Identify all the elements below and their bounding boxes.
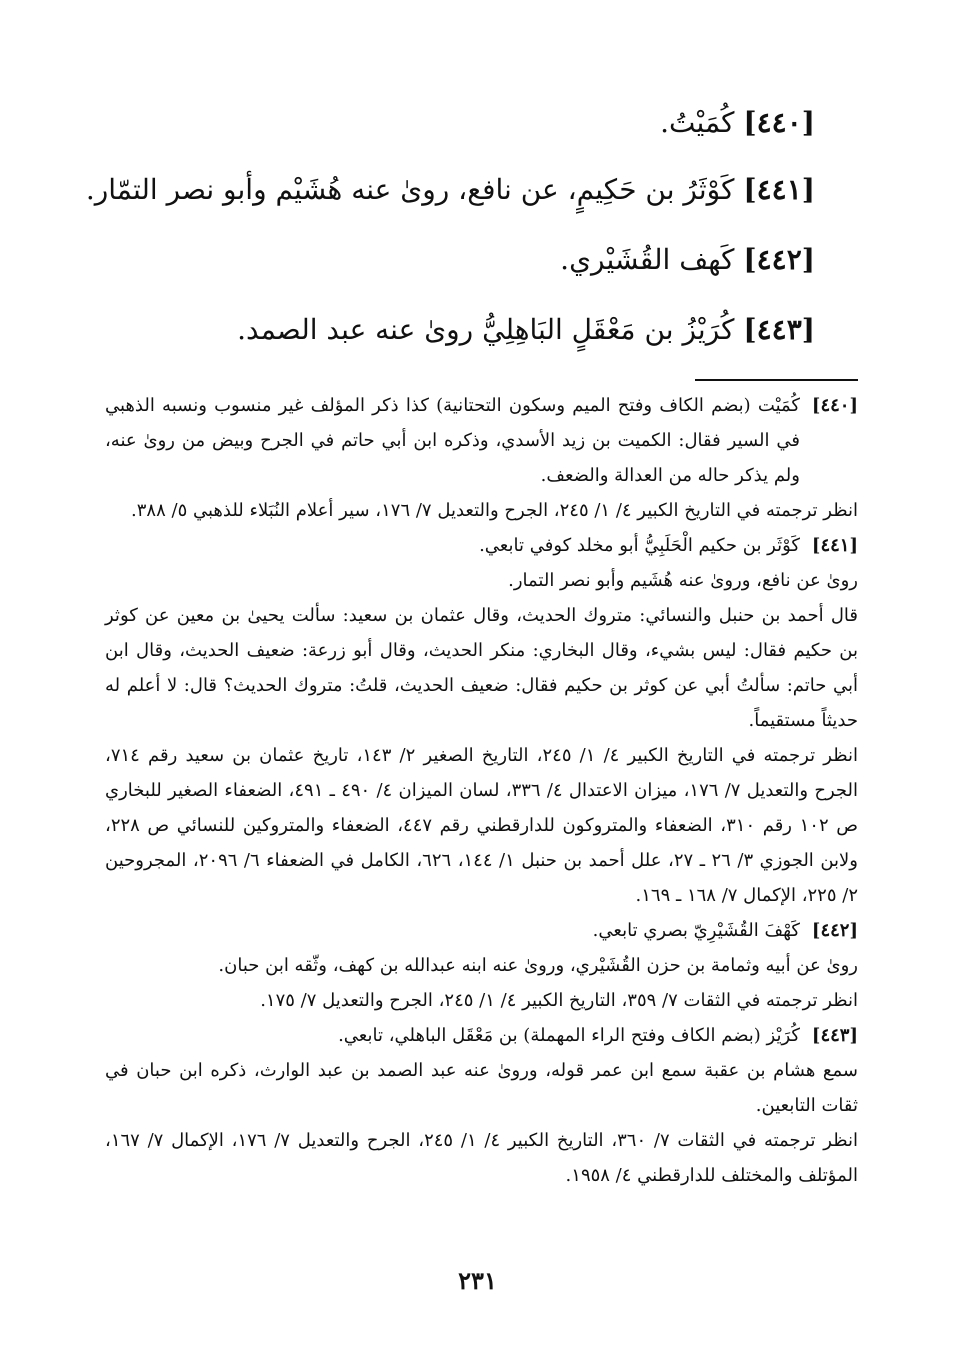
entry-442 bbox=[60, 240, 815, 280]
footnote-paragraph: انظر ترجمته في الثقات ٧/ ٣٥٩، التاريخ الكبير ٤/ ١/ ٢٤٥، الجرح والتعديل ٧/ ١٧٥. bbox=[260, 990, 858, 1011]
entry-number: [٤٤٠] bbox=[743, 106, 815, 139]
entry-text: كَهف القُشَيْري. bbox=[560, 243, 735, 276]
entry-441 bbox=[60, 170, 815, 210]
entry-text: كُرَيْزُ بن مَعْقَلٍ البَاهِلِيُّ روىٰ عنه عبد الصمد. bbox=[237, 313, 735, 346]
footnote-paragraph: انظر ترجمته في التاريخ الكبير ٤/ ١/ ٢٤٥، التاريخ الصغير ٢/ ١٤٣، تاريخ عثمان بن سعيد رقم ٧١٤، الجرح والتعديل ٧/ ١٧٦، ميزان الاعتدال ٤/ ٣٣٦، لسان الميزان ٤/ ٤٩٠ ـ ٤٩١، الضعفاء الصغير للبخاري ص ١٠٢ رقم ٣١٠، الضعفاء والمتروكون للدارقطني رقم ٤٤٧، الضعفاء والمتروكين للنسائي ص ٢٢٨، ولابن الجوزي ٣/ ٢٦ ـ ٢٧، علل أحمد بن حنبل ١/ ١٤٤، ٦٢٦، الكامل في الضعفاء ٦/ ٢٠٩٦، المجروحين ٢/ ٢٢٥، الإكمال ٧/ ١٦٨ ـ ١٦٩. bbox=[105, 745, 859, 906]
footnotes bbox=[105, 388, 858, 1193]
footnote-441 bbox=[105, 528, 858, 913]
footnote-first-paragraph: كُمَيْت (بضم الكاف وفتح الميم وسكون التحتانية) كذا ذكر المؤلف غير منسوب ونسبه الذهبي في السير فقال: الكميت بن زيد الأسدي، وذكره ابن أبي حاتم في الجرح وبيض من روىٰ عنه، ولم يذكر حاله من العدالة والضعف. bbox=[105, 395, 800, 486]
footnote-number: [٤٤٠] bbox=[811, 395, 858, 416]
footnote-paragraph: روىٰ عن نافع، وروىٰ عنه هُشَيم وأبو نصر التمار. bbox=[508, 570, 858, 591]
footnote-first-paragraph: كَهْفَ القُشَيْرِيّ بصري تابعي. bbox=[592, 920, 800, 941]
footnote-first-paragraph: كَوْثَر بن حكيم الْحَلَبِيُّ أبو مخلد كوفي تابعي. bbox=[479, 535, 800, 556]
footnote-first-paragraph: كُرَيْز (بضم الكاف وفتح الراء المهملة) بن مَعْقَل الباهلي، تابعي. bbox=[338, 1025, 800, 1046]
footnote-442 bbox=[105, 913, 858, 1018]
page-number: ٢٣١ bbox=[458, 1266, 497, 1295]
entry-440 bbox=[60, 103, 815, 143]
footnote-paragraph: انظر ترجمته في الثقات ٧/ ٣٦٠، التاريخ الكبير ٤/ ١/ ٢٤٥، الجرح والتعديل ٧/ ١٧٦، الإكمال ٧/ ١٦٧، المؤتلف والمختلف للدارقطني ٤/ ١٩٥٨. bbox=[105, 1130, 858, 1186]
footnote-separator bbox=[695, 379, 858, 381]
entry-text: كُمَيْتُ. bbox=[660, 106, 735, 139]
footnote-paragraph: انظر ترجمته في التاريخ الكبير ٤/ ١/ ٢٤٥، الجرح والتعديل ٧/ ١٧٦، سير أعلام النُبَلاء للذهبي ٥/ ٣٨٨. bbox=[131, 500, 858, 521]
footnote-number: [٤٤٢] bbox=[811, 920, 858, 941]
footnote-paragraph: روىٰ عن أبيه وثمامة بن حزن القُشَيْري، وروىٰ عنه ابنه عبدالله بن كهف، وثّقه ابن حبان. bbox=[218, 955, 858, 976]
entry-text: كَوْثَرُ بن حَكِيمٍ، عن نافع، روىٰ عنه هُشَيْم وأبو نصر التمّار. bbox=[85, 173, 735, 206]
entry-443 bbox=[60, 310, 815, 350]
footnote-number: [٤٤٣] bbox=[811, 1025, 858, 1046]
footnote-443 bbox=[105, 1018, 858, 1193]
footnote-paragraph: قال أحمد بن حنبل والنسائي: متروك الحديث، وقال عثمان بن سعيد: سألت يحيىٰ بن معين عن كوثر بن حكيم فقال: ليس بشيء، وقال البخاري: منكر الحديث، وقال أبو زرعة: ضعيف الحديث، وقال ابن أبي حاتم: سألتُ أبي عن كوثر بن حكيم فقال: ضعيف الحديث، قلتُ: متروك الحديث؟ قال: لا أعلم له حديثاً مستقيماً. bbox=[105, 605, 858, 731]
footnote-paragraph: سمع هشام بن عقبة سمع ابن عمر قوله، وروىٰ عنه عبد الصمد بن عبد الوارث، ذكره ابن حبان في ثقات التابعين. bbox=[105, 1060, 858, 1116]
entry-number: [٤٤٢] bbox=[743, 243, 815, 276]
footnote-number: [٤٤١] bbox=[811, 535, 858, 556]
entry-number: [٤٤١] bbox=[743, 173, 815, 206]
entry-number: [٤٤٣] bbox=[743, 313, 815, 346]
footnote-440 bbox=[105, 388, 858, 528]
